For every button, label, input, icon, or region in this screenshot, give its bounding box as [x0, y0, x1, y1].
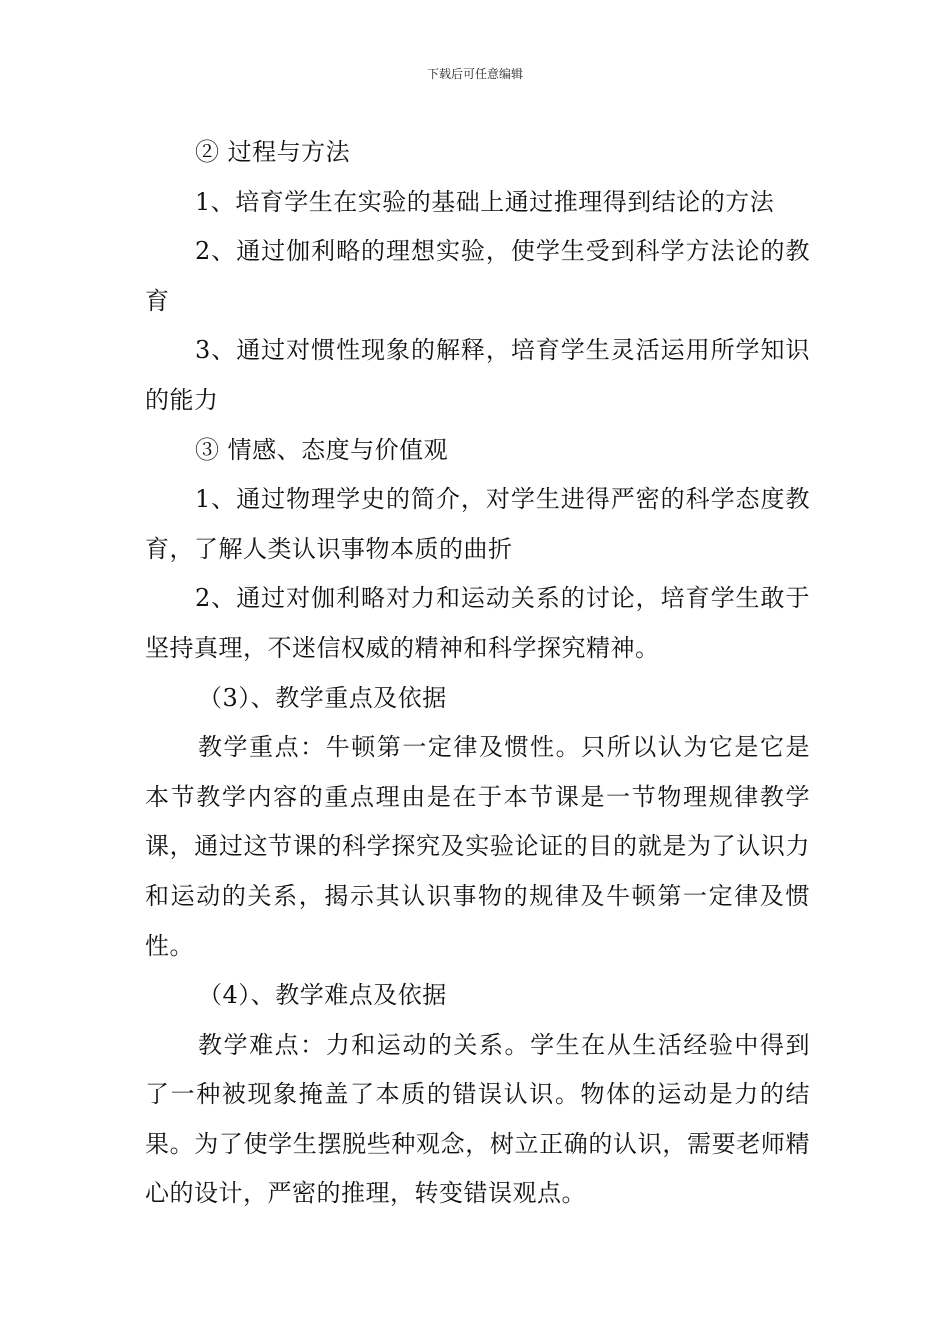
paragraph-process-2: 2、通过伽利略的理想实验，使学生受到科学方法论的教育 [145, 237, 810, 315]
section-heading-key-points: （3）、教学重点及依据 [198, 683, 447, 712]
section-heading-emotion-values: ③ 情感、态度与价值观 [195, 435, 449, 464]
document-body [145, 128, 810, 1219]
section-heading-process-method: ② 过程与方法 [195, 138, 351, 166]
section-heading-difficulties: （4）、教学难点及依据 [198, 981, 447, 1010]
paragraph-difficulties: 教学难点：力和运动的关系。学生在从生活经验中得到了一种被现象掩盖了本质的错误认识。物体的运动是力的结果。为了使学生摆脱些种观念，树立正确的认识，需要老师精心的设计，严密的推理，转变错误观点。 [145, 1030, 810, 1208]
paragraph-process-3: 3、通过对惯性现象的解释，培育学生灵活运用所学知识的能力 [145, 336, 810, 414]
paragraph-emotion-1: 1、通过物理学史的简介，对学生进得严密的科学态度教育，了解人类认识事物本质的曲折 [145, 485, 810, 563]
header-note: 下载后可任意编辑 [426, 67, 523, 81]
paragraph-emotion-2: 2、通过对伽利略对力和运动关系的讨论，培育学生敢于坚持真理，不迷信权威的精神和科学探究精神。 [145, 584, 810, 662]
paragraph-process-1: 1、培育学生在实验的基础上通过推理得到结论的方法 [195, 187, 775, 216]
paragraph-key-points: 教学重点：牛顿第一定律及惯性。只所以认为它是它是本节教学内容的重点理由是在于本节课是一节物理规律教学课，通过这节课的科学探究及实验论证的目的就是为了认识力和运动的关系，揭示其认识事物的规律及牛顿第一定律及惯性。 [145, 733, 810, 960]
